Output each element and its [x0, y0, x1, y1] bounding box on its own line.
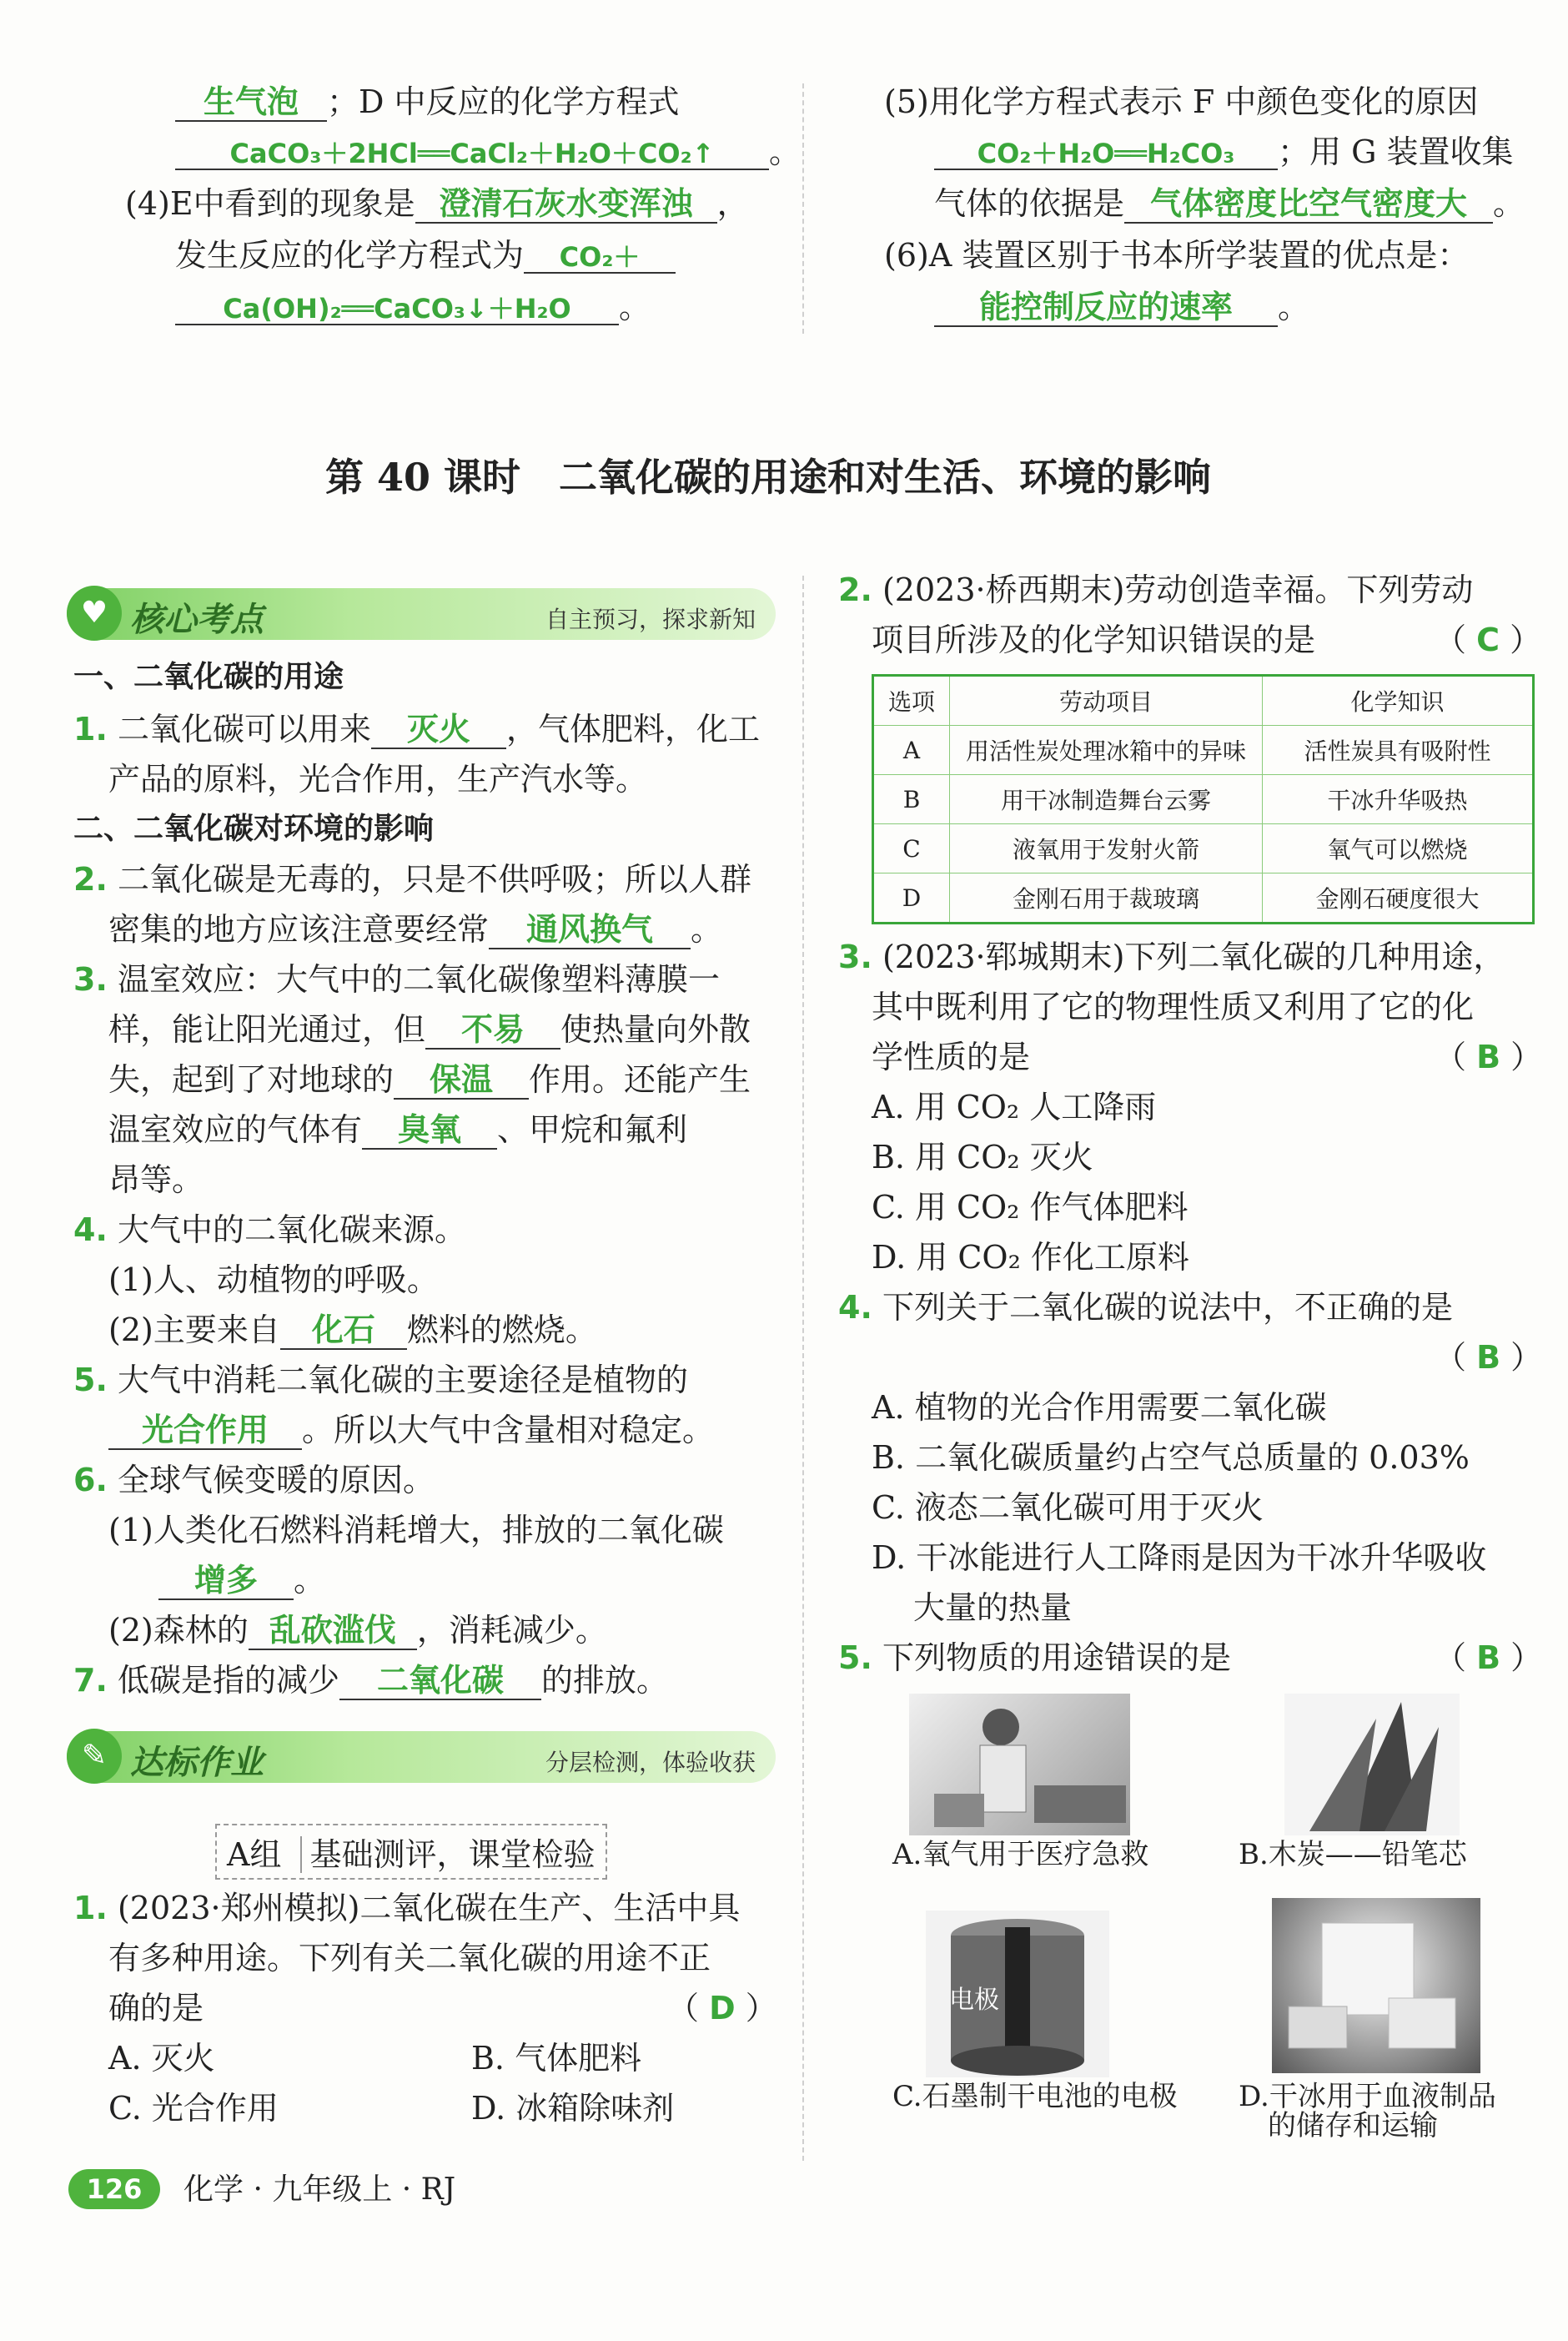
core-q5-l2	[108, 1412, 714, 1450]
core-q5	[73, 1362, 688, 1400]
question-number: 7.	[73, 1662, 108, 1699]
option-c: C. 液态二氧化碳可用于灭火	[872, 1489, 1264, 1526]
text: 、甲烷和氟利	[497, 1111, 688, 1148]
text: 样，能让阳光通过，但	[108, 1011, 426, 1048]
section-heading: 二、二氧化碳对环境的影响	[73, 812, 435, 846]
right-q3-answer: （ B ）	[1435, 1039, 1543, 1075]
core-q7	[73, 1662, 668, 1700]
top-line-3: (4)E中看到的现象是 澄清石灰水变浑浊 ，	[125, 185, 749, 222]
table-cell: 用活性炭处理冰箱中的异味	[950, 726, 1263, 775]
top-right-line-5: 能控制反应的速率 。	[934, 289, 1309, 327]
lesson-title: 第 40 课时 二氧化碳的用途和对生活、环境的影响	[325, 455, 1212, 500]
answer-blank: 增多	[158, 1563, 294, 1600]
text: 温室效应的气体有	[108, 1111, 363, 1148]
hw-q1-answer: （ D ）	[667, 1990, 777, 2026]
choice-answer: D	[709, 1990, 736, 2026]
core-q1	[73, 711, 760, 749]
option-b: B. 二氧化碳质量约占空气总质量的 0.03%	[872, 1439, 1470, 1476]
pencil-icon	[1284, 1694, 1460, 1835]
table-cell: 金刚石硬度很大	[1263, 873, 1534, 924]
equation-answer: CO₂＋	[524, 243, 676, 274]
text: ；D 中反应的化学方程式	[327, 83, 680, 120]
core-q3	[73, 961, 720, 999]
answer-blank: 乱砍滥伐	[249, 1614, 417, 1650]
answer-blank: 不易	[425, 1013, 560, 1050]
right-q2	[838, 571, 1473, 610]
answer-blank: 二氧化碳	[339, 1664, 541, 1700]
homework-banner	[67, 1731, 776, 1783]
hw-q1	[73, 1890, 740, 1928]
text: (2)主要来自	[108, 1311, 280, 1348]
text: 下列物质的用途错误的是	[882, 1639, 1231, 1676]
question-number: 3.	[838, 939, 872, 975]
column-divider	[802, 83, 804, 334]
caption-c: C.石墨制干电池的电极	[892, 2080, 1178, 2113]
top-right-line-4	[884, 237, 1469, 275]
text: ；用 G 装置收集	[1278, 133, 1514, 170]
core-q4	[73, 1211, 466, 1250]
top-right-line-2	[934, 133, 1514, 172]
caption-d: D.干冰用于血液制品	[1239, 2080, 1496, 2113]
answer-blank: 灭火	[371, 712, 506, 749]
question-number: 1.	[73, 711, 108, 748]
text: 气体的依据是	[934, 185, 1125, 222]
answer-blank: 气体密度比空气密度大	[1124, 187, 1493, 224]
right-q2-answer: （ C ）	[1435, 622, 1542, 658]
choice-answer: C	[1476, 622, 1500, 658]
page-number: 126	[68, 2169, 160, 2209]
text: 发生反应的化学方程式为	[175, 237, 525, 274]
table-cell: 干冰升华吸热	[1263, 775, 1534, 824]
right-q4-answer: （ B ）	[1435, 1339, 1543, 1376]
table-cell: C	[873, 824, 950, 873]
option-a: A. 用 CO₂ 人工降雨	[872, 1089, 1157, 1125]
pencil-leads-photo	[1284, 1694, 1460, 1835]
text: (2023·桥西期末)劳动创造幸福。下列劳动	[882, 571, 1474, 608]
option-a: A. 灭火	[108, 2040, 215, 2077]
option-c: C. 光合作用	[108, 2090, 279, 2127]
heart-icon: ♥	[67, 586, 122, 641]
banner-subtitle: 自主预习，探求新知	[545, 606, 756, 633]
text: 项目所涉及的化学知识错误的是	[872, 622, 1316, 658]
table-cell: 活性炭具有吸附性	[1263, 726, 1534, 775]
group-title: 基础测评，课堂检验	[309, 1836, 596, 1873]
text: (4)E中看到的现象是	[125, 185, 415, 222]
text: 大气中的二氧化碳来源。	[117, 1211, 466, 1248]
right-q4	[838, 1289, 1453, 1327]
text: 燃料的燃烧。	[406, 1311, 597, 1348]
hw-q1-l2: 有多种用途。下列有关二氧化碳的用途不正	[108, 1940, 711, 1976]
table-row	[873, 824, 1534, 873]
right-q2-l2	[872, 622, 1315, 660]
text: 二氧化碳是无毒的，只是不供呼吸；所以人群	[117, 861, 751, 898]
choice-answer: B	[1476, 1039, 1501, 1075]
right-q3-l2: 其中既利用了它的物理性质又利用了它的化	[872, 989, 1475, 1025]
table-header: 化学知识	[1263, 676, 1534, 726]
doctor-patient-icon	[909, 1694, 1130, 1835]
table-header: 选项	[873, 676, 950, 726]
text: (2023·郓城期末)下列二氧化碳的几种用途，	[882, 939, 1505, 975]
answer-blank: 澄清石灰水变浑浊	[415, 187, 717, 224]
text: 下列关于二氧化碳的说法中，不正确的是	[882, 1289, 1453, 1326]
battery-photo	[926, 1911, 1109, 2077]
top-line-1	[175, 83, 680, 122]
option-b: B. 气体肥料	[471, 2040, 642, 2077]
text: 温室效应：大气中的二氧化碳像塑料薄膜一	[117, 961, 720, 998]
pencil-icon: ✎	[67, 1729, 122, 1784]
table-cell: 金刚石用于裁玻璃	[950, 873, 1263, 924]
group-label: A组	[227, 1836, 282, 1873]
dry-ice-icon	[1272, 1898, 1480, 2073]
right-q5-answer: （ B ）	[1435, 1639, 1543, 1676]
banner-title: 达标作业	[130, 1744, 264, 1782]
table-header: 劳动项目	[950, 676, 1263, 726]
oxygen-medical-photo	[909, 1694, 1130, 1835]
text: 失，起到了对地球的	[108, 1061, 395, 1098]
caption-d-cont: 的储存和运输	[1268, 2109, 1438, 2142]
answer-blank: 生气泡	[175, 85, 327, 122]
text: 低碳是指的减少	[117, 1662, 339, 1699]
group-label-box	[215, 1824, 607, 1880]
core-q6	[73, 1462, 435, 1500]
choice-answer: B	[1476, 1639, 1501, 1676]
core-q6-l4	[108, 1612, 607, 1650]
question-number: 2.	[838, 571, 872, 608]
core-banner	[67, 588, 776, 640]
caption-b: B.木炭——铅笔芯	[1239, 1838, 1467, 1871]
answer-blank: 化石	[280, 1313, 407, 1350]
option-a: A. 植物的光合作用需要二氧化碳	[872, 1389, 1327, 1426]
core-q3-l2	[108, 1011, 751, 1050]
top-line-2: CaCO₃＋2HCl══CaCl₂＋H₂O＋CO₂↑ 。	[175, 133, 801, 172]
top-right-line-1	[884, 83, 1478, 122]
option-d: D. 干冰能进行人工降雨是因为干冰升华吸收	[872, 1539, 1487, 1576]
table-row	[873, 873, 1534, 924]
text: ，气体肥料，化工	[506, 711, 761, 748]
text: 确的是	[108, 1990, 204, 2026]
text: 全球气候变暖的原因。	[117, 1462, 435, 1498]
table-cell: 氧气可以燃烧	[1263, 824, 1534, 873]
text: (2023·郑州模拟)二氧化碳在生产、生活中具	[117, 1890, 741, 1926]
question-number: 3.	[73, 961, 108, 998]
dry-ice-photo	[1272, 1898, 1480, 2073]
question-number: 5.	[838, 1639, 872, 1676]
banner-subtitle: 分层检测，体验收获	[545, 1749, 756, 1776]
question-number: 4.	[838, 1289, 872, 1326]
top-line-4	[175, 237, 676, 275]
core-q2-cont: 密集的地方应该注意要经常 通风换气 。	[108, 911, 723, 948]
text: (2)森林的	[108, 1612, 249, 1649]
text: (5)用化学方程式表示 F 中颜色变化的原因	[884, 83, 1479, 120]
table-cell: A	[873, 726, 950, 775]
banner-title: 核心考点	[130, 601, 264, 639]
text: 密集的地方应该注意要经常	[108, 911, 490, 948]
answer-blank: 保温	[394, 1063, 529, 1100]
text: 。所以大气中含量相对稳定。	[302, 1412, 715, 1448]
right-q3-l3: 学性质的是	[872, 1039, 1031, 1075]
answer-blank: 光合作用	[108, 1413, 302, 1450]
text: ，消耗减少。	[416, 1612, 607, 1649]
core-q6-l3: 增多 。	[158, 1562, 325, 1600]
equation-answer: CaCO₃＋2HCl══CaCl₂＋H₂O＋CO₂↑	[175, 139, 769, 170]
option-d: D. 冰箱除味剂	[471, 2090, 675, 2127]
core-q3-l5: 昂等。	[108, 1161, 204, 1198]
top-line-5: Ca(OH)₂══CaCO₃↓＋H₂O 。	[175, 289, 651, 327]
question-number: 5.	[73, 1362, 108, 1398]
core-q3-l4	[108, 1111, 687, 1150]
text: 二氧化碳可以用来	[117, 711, 371, 748]
question-number: 4.	[73, 1211, 108, 1248]
answer-blank: 能控制反应的速率	[934, 290, 1278, 327]
table-cell: 液氧用于发射火箭	[950, 824, 1263, 873]
table-row	[873, 726, 1534, 775]
core-q6-l2: (1)人类化石燃料消耗增大，排放的二氧化碳	[108, 1512, 724, 1548]
hw-q1-l3	[108, 1990, 204, 2028]
core-q4-l3	[108, 1311, 597, 1350]
text: (6)A 装置区别于书本所学装置的优点是：	[884, 237, 1470, 274]
answer-blank: 臭氧	[362, 1113, 497, 1150]
table-cell: D	[873, 873, 950, 924]
core-q4-l2: (1)人、动植物的呼吸。	[108, 1261, 439, 1298]
option-b: B. 用 CO₂ 灭火	[872, 1139, 1093, 1176]
answer-blank: 通风换气	[489, 913, 691, 949]
text: 的排放。	[541, 1662, 669, 1699]
question-number: 6.	[73, 1462, 108, 1498]
text: 使热量向外散	[560, 1011, 751, 1048]
table-row	[873, 775, 1534, 824]
option-c: C. 用 CO₂ 作气体肥料	[872, 1189, 1189, 1226]
table-cell: B	[873, 775, 950, 824]
right-q5	[838, 1639, 1231, 1678]
caption-a: A.氧气用于医疗急救	[892, 1838, 1149, 1871]
equation-answer: CO₂＋H₂O══H₂CO₃	[934, 139, 1278, 170]
option-d-cont: 大量的热量	[913, 1589, 1073, 1626]
equation-answer: Ca(OH)₂══CaCO₃↓＋H₂O	[175, 295, 619, 325]
column-divider	[802, 576, 804, 2161]
table-cell: 用干冰制造舞台云雾	[950, 775, 1263, 824]
core-q1-cont: 产品的原料，光合作用，生产汽水等。	[108, 761, 648, 798]
text: 作用。还能产生	[529, 1061, 751, 1098]
section-heading: 一、二氧化碳的用途	[73, 660, 344, 694]
right-q3	[838, 939, 1505, 977]
electrode-label: 电极	[949, 1986, 999, 2015]
text: 大气中消耗二氧化碳的主要途径是植物的	[117, 1362, 688, 1398]
knowledge-table	[872, 674, 1535, 924]
question-number: 1.	[73, 1890, 108, 1926]
option-d: D. 用 CO₂ 作化工原料	[872, 1239, 1189, 1276]
choice-answer: B	[1476, 1339, 1501, 1376]
core-q3-l3	[108, 1061, 751, 1100]
core-q2	[73, 861, 751, 899]
subject-footer: 化学 · 九年级上 · RJ	[183, 2172, 456, 2207]
top-right-line-3: 气体的依据是 气体密度比空气密度大 。	[934, 185, 1525, 222]
question-number: 2.	[73, 861, 108, 898]
table-header-row	[873, 676, 1534, 726]
